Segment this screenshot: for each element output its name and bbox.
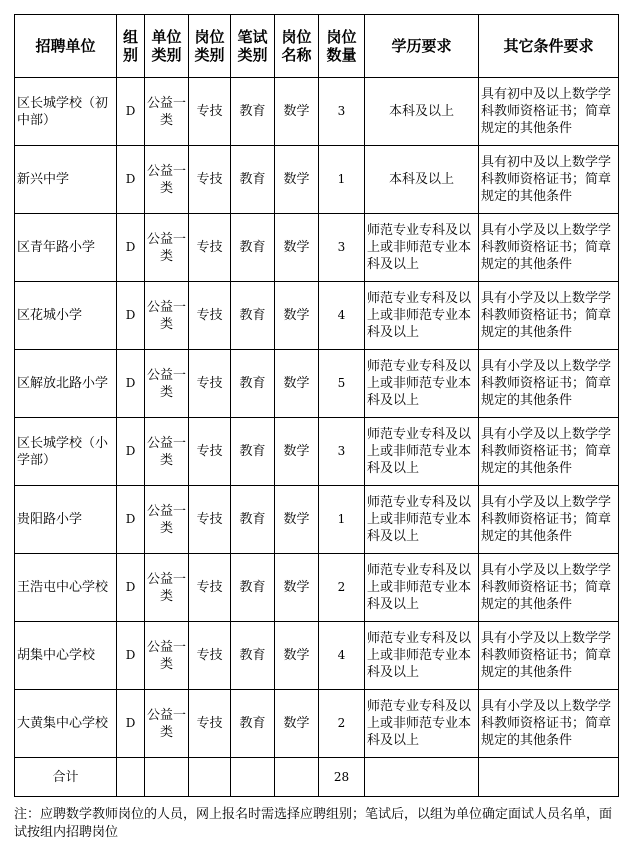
cell-unit: 区解放北路小学: [15, 350, 117, 418]
cell-other: 具有小学及以上数学学科教师资格证书；简章规定的其他条件: [479, 554, 619, 622]
cell-post-name: 数学: [275, 78, 319, 146]
cell-count: 3: [319, 418, 365, 486]
cell-post-type: 专技: [189, 214, 231, 282]
cell-post-type: 专技: [189, 78, 231, 146]
cell-group: D: [117, 78, 145, 146]
cell-count: 1: [319, 146, 365, 214]
cell-education: 师范专业专科及以上或非师范专业本科及以上: [365, 622, 479, 690]
cell-unit: 区长城学校（小学部）: [15, 418, 117, 486]
cell-post-name: 数学: [275, 554, 319, 622]
cell-exam-type: 教育: [231, 418, 275, 486]
cell-unit-type: 公益一类: [145, 486, 189, 554]
empty-cell: [117, 758, 145, 797]
cell-education: 师范专业专科及以上或非师范专业本科及以上: [365, 690, 479, 758]
cell-unit-type: 公益一类: [145, 78, 189, 146]
cell-unit-type: 公益一类: [145, 622, 189, 690]
cell-exam-type: 教育: [231, 146, 275, 214]
cell-group: D: [117, 622, 145, 690]
cell-count: 3: [319, 214, 365, 282]
cell-exam-type: 教育: [231, 282, 275, 350]
cell-education: 师范专业专科及以上或非师范专业本科及以上: [365, 554, 479, 622]
header-post-type: 岗位类别: [189, 15, 231, 78]
cell-group: D: [117, 214, 145, 282]
cell-post-type: 专技: [189, 622, 231, 690]
empty-cell: [189, 758, 231, 797]
cell-post-name: 数学: [275, 350, 319, 418]
recruitment-table: [14, 14, 619, 797]
cell-other: 具有小学及以上数学学科教师资格证书；简章规定的其他条件: [479, 622, 619, 690]
table-row: [15, 214, 619, 282]
cell-other: 具有初中及以上数学学科教师资格证书；简章规定的其他条件: [479, 146, 619, 214]
cell-exam-type: 教育: [231, 554, 275, 622]
cell-post-name: 数学: [275, 214, 319, 282]
footnote: 注：应聘数学教师岗位的人员，网上报名时需选择应聘组别；笔试后，以组为单位确定面试人员名单，面试按组内招聘岗位: [14, 807, 613, 840]
header-post-name: 岗位名称: [275, 15, 319, 78]
cell-unit: 王浩屯中心学校: [15, 554, 117, 622]
cell-unit: 区花城小学: [15, 282, 117, 350]
cell-exam-type: 教育: [231, 690, 275, 758]
cell-unit: 新兴中学: [15, 146, 117, 214]
empty-cell: [365, 758, 479, 797]
cell-exam-type: 教育: [231, 350, 275, 418]
header-unit: 招聘单位: [15, 15, 117, 78]
cell-post-type: 专技: [189, 554, 231, 622]
cell-post-name: 数学: [275, 486, 319, 554]
cell-group: D: [117, 282, 145, 350]
cell-unit: 区青年路小学: [15, 214, 117, 282]
empty-cell: [145, 758, 189, 797]
table-row: [15, 690, 619, 758]
cell-post-name: 数学: [275, 622, 319, 690]
cell-count: 4: [319, 622, 365, 690]
cell-count: 2: [319, 554, 365, 622]
cell-group: D: [117, 146, 145, 214]
table-row: [15, 622, 619, 690]
cell-unit-type: 公益一类: [145, 554, 189, 622]
cell-post-type: 专技: [189, 282, 231, 350]
header-unit-type: 单位类别: [145, 15, 189, 78]
cell-unit: 大黄集中心学校: [15, 690, 117, 758]
cell-group: D: [117, 554, 145, 622]
cell-other: 具有初中及以上数学学科教师资格证书；简章规定的其他条件: [479, 78, 619, 146]
table-row: [15, 486, 619, 554]
cell-other: 具有小学及以上数学学科教师资格证书；简章规定的其他条件: [479, 282, 619, 350]
cell-group: D: [117, 486, 145, 554]
cell-unit-type: 公益一类: [145, 214, 189, 282]
cell-other: 具有小学及以上数学学科教师资格证书；简章规定的其他条件: [479, 214, 619, 282]
table-row: [15, 146, 619, 214]
cell-count: 3: [319, 78, 365, 146]
cell-other: 具有小学及以上数学学科教师资格证书；简章规定的其他条件: [479, 486, 619, 554]
cell-count: 4: [319, 282, 365, 350]
cell-education: 师范专业专科及以上或非师范专业本科及以上: [365, 350, 479, 418]
table-row: [15, 418, 619, 486]
cell-other: 具有小学及以上数学学科教师资格证书；简章规定的其他条件: [479, 690, 619, 758]
cell-education: 师范专业专科及以上或非师范专业本科及以上: [365, 214, 479, 282]
cell-unit-type: 公益一类: [145, 282, 189, 350]
empty-cell: [231, 758, 275, 797]
table-row: [15, 282, 619, 350]
cell-unit: 贵阳路小学: [15, 486, 117, 554]
total-row: [15, 758, 619, 797]
cell-post-type: 专技: [189, 418, 231, 486]
total-count: 28: [319, 758, 365, 797]
cell-education: 本科及以上: [365, 78, 479, 146]
header-other: 其它条件要求: [479, 15, 619, 78]
header-exam-type: 笔试类别: [231, 15, 275, 78]
cell-exam-type: 教育: [231, 78, 275, 146]
cell-post-name: 数学: [275, 282, 319, 350]
cell-post-type: 专技: [189, 350, 231, 418]
cell-unit-type: 公益一类: [145, 146, 189, 214]
cell-count: 1: [319, 486, 365, 554]
cell-other: 具有小学及以上数学学科教师资格证书；简章规定的其他条件: [479, 418, 619, 486]
cell-education: 师范专业专科及以上或非师范专业本科及以上: [365, 418, 479, 486]
cell-unit-type: 公益一类: [145, 350, 189, 418]
header-group: 组别: [117, 15, 145, 78]
cell-unit: 区长城学校（初中部）: [15, 78, 117, 146]
cell-unit-type: 公益一类: [145, 418, 189, 486]
header-row: [15, 15, 619, 78]
cell-count: 2: [319, 690, 365, 758]
empty-cell: [275, 758, 319, 797]
table-row: [15, 78, 619, 146]
cell-post-name: 数学: [275, 418, 319, 486]
cell-post-type: 专技: [189, 486, 231, 554]
cell-group: D: [117, 350, 145, 418]
header-education: 学历要求: [365, 15, 479, 78]
cell-post-name: 数学: [275, 690, 319, 758]
table-row: [15, 350, 619, 418]
cell-count: 5: [319, 350, 365, 418]
cell-post-type: 专技: [189, 690, 231, 758]
cell-education: 师范专业专科及以上或非师范专业本科及以上: [365, 282, 479, 350]
cell-post-type: 专技: [189, 146, 231, 214]
cell-education: 师范专业专科及以上或非师范专业本科及以上: [365, 486, 479, 554]
cell-post-name: 数学: [275, 146, 319, 214]
cell-unit: 胡集中心学校: [15, 622, 117, 690]
total-label: 合计: [15, 758, 117, 797]
table-row: [15, 554, 619, 622]
cell-group: D: [117, 418, 145, 486]
cell-exam-type: 教育: [231, 622, 275, 690]
empty-cell: [479, 758, 619, 797]
header-count: 岗位数量: [319, 15, 365, 78]
cell-group: D: [117, 690, 145, 758]
cell-exam-type: 教育: [231, 214, 275, 282]
cell-education: 本科及以上: [365, 146, 479, 214]
cell-other: 具有小学及以上数学学科教师资格证书；简章规定的其他条件: [479, 350, 619, 418]
cell-exam-type: 教育: [231, 486, 275, 554]
cell-unit-type: 公益一类: [145, 690, 189, 758]
